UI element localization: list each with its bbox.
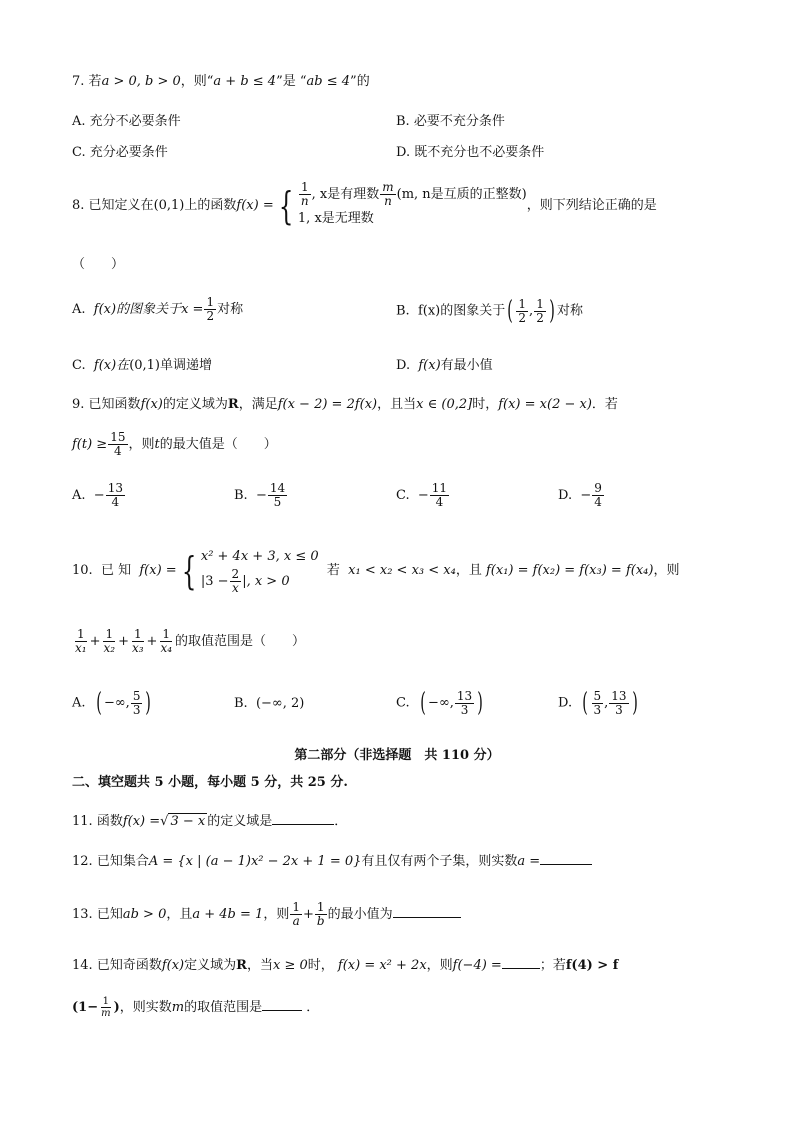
q14-answer-blank-2[interactable] bbox=[262, 998, 302, 1011]
q14-answer-blank-1[interactable] bbox=[502, 956, 540, 969]
q13-answer-blank[interactable] bbox=[393, 905, 461, 918]
q9-option-b[interactable]: B. − $\frac{14}{5}$ bbox=[234, 481, 286, 509]
q9-stem-line1: 9. 已知函数f(x)的定义域为R，满足f(x − 2) = 2f(x)，且当x ∈ (0,2]时，f(x) = x(2 − x)．若 bbox=[72, 397, 618, 412]
q12-stem: 12. 已知集合A = {x | (a − 1)x² − 2x + 1 = 0}有且仅有两个子集，则实数a = bbox=[72, 852, 592, 871]
q9-option-d[interactable]: D. − $\frac{9}{4}$ bbox=[558, 481, 602, 509]
q10-option-c[interactable]: C. ( −∞, $\frac{13}{3}$ ) bbox=[396, 688, 484, 718]
q8-option-a[interactable]: A. f(x)的图象关于x = $\frac{1}{2}$ 对称 bbox=[72, 295, 244, 323]
q14-stem-line2: (1− $\frac{1}{m}$ )，则实数m的取值范围是 ． bbox=[72, 996, 320, 1019]
q12-answer-blank[interactable] bbox=[540, 852, 592, 865]
q13-stem: 13. 已知ab > 0，且a + 4b = 1，则 $\frac{1}{a}$ + $\frac{1}{b}$ 的最小值为 bbox=[72, 898, 461, 932]
q10-stem-line1: 10. 已 知 f(x) = { x² + 4x + 3, x ≤ 0 |3 − $\frac{2}{x}$ |, x > 0 若 x₁ < x₂ < x₃ < x₄，且 f(x₁) = f(x₂) = f(x₃) = f(x₄)，则 bbox=[72, 548, 680, 595]
q7-stem: 7. 若a > 0, b > 0，则“a + b ≤ 4”是 “ab ≤ 4”的 bbox=[72, 74, 370, 89]
q10-option-a[interactable]: A. ( −∞, $\frac{5}{3}$ ) bbox=[72, 688, 152, 718]
q10-stem-line2: $\frac{1}{\text{x₁}}$ + $\frac{1}{\text{x₂}}$ + $\frac{1}{\text{x₃}}$ + $\frac{1}{\text{x₄}}$ 的取值范围是（ ） bbox=[75, 627, 306, 655]
q8-stem: 8. 已知定义在(0,1)上的函数f(x) = { $\frac{1}{n}$ , x是有理数 $\frac{m}{n}$ (m, n是互质的正整数) 1, x是无理数 ，则下列结论正确的是 bbox=[72, 180, 657, 228]
q7-number: 7. bbox=[72, 74, 85, 89]
q10-option-d[interactable]: D. ( $\frac{5}{3}$ , $\frac{13}{3}$ ) bbox=[558, 688, 638, 718]
q8-option-c[interactable]: C. f(x)在(0,1)单调递增 bbox=[72, 358, 213, 373]
q7-option-a[interactable]: A. 充分不必要条件 bbox=[72, 114, 181, 129]
q8-option-d[interactable]: D. f(x)有最小值 bbox=[396, 358, 493, 373]
q11-answer-blank[interactable] bbox=[272, 812, 334, 825]
q14-stem-line1: 14. 已知奇函数f(x)定义域为R，当x ≥ 0时， f(x) = x² + 2x，则f(−4) = ；若f(4) > f bbox=[72, 958, 619, 973]
q9-stem-line2: f(t) ≥ $\frac{15}{4}$ ，则t的最大值是（ ） bbox=[72, 430, 277, 458]
q7-option-d[interactable]: D. 既不充分也不必要条件 bbox=[396, 145, 545, 160]
q9-option-a[interactable]: A. − $\frac{13}{4}$ bbox=[72, 481, 123, 509]
q8-option-b[interactable]: B. f(x)的图象关于( $\frac{1}{2}$ , $\frac{1}{2}$ ) 对称 bbox=[396, 296, 583, 326]
q9-option-c[interactable]: C. − $\frac{11}{4}$ bbox=[396, 481, 448, 509]
part2-title: 第二部分（非选择题 共 110 分） bbox=[294, 748, 500, 763]
section2-heading: 二、填空题共 5 小题，每小题 5 分，共 25 分. bbox=[72, 775, 348, 790]
q10-option-b[interactable]: B. (−∞, 2) bbox=[234, 696, 305, 711]
q7-option-c[interactable]: C. 充分必要条件 bbox=[72, 145, 168, 160]
q11-stem: 11. 函数f(x) =√ 3 − x 的定义域是 ． bbox=[72, 814, 348, 829]
q8-answer-paren: （ ） bbox=[72, 257, 125, 272]
q7-option-b[interactable]: B. 必要不充分条件 bbox=[396, 114, 505, 129]
